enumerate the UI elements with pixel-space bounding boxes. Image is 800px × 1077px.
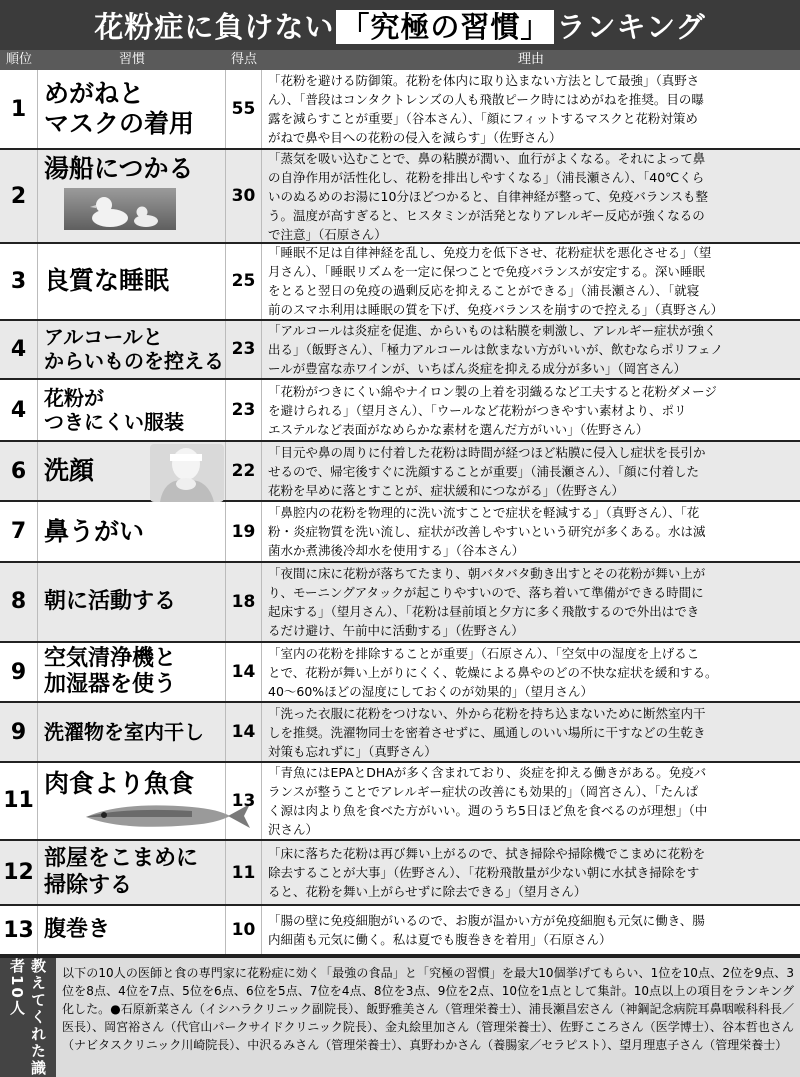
reason-line: 菌水か煮沸後冷却水を使用する」（谷本さん） [268, 543, 525, 559]
habit-line: つきにくい服装 [44, 410, 184, 435]
habit-cell [38, 906, 226, 954]
reason-line: の自浄作用が活性化し、花粉を排出しやすくなる」（浦長瀬さん）、「40℃くら [268, 169, 705, 185]
habit-cell [38, 643, 226, 701]
score-cell: 30 [226, 150, 262, 242]
rank-cell: 1 [0, 70, 38, 148]
reason-cell [262, 563, 800, 641]
bath-ducks-image [64, 188, 176, 230]
table-header [0, 50, 800, 70]
footer-text: 以下の10人の医師と食の専門家に花粉症に効く「最強の食品」と「究極の習慣」を最大10個挙げてもらい、1位を10点、2位を9点、3位を8点、4位を7点、5位を6点、6位を5点、7位を4点、8位を3点、9位を2点、10位を1点として集計。10点以上の項目をランキング化した。●石原新菜さん（イシハラクリニック副院長）、飯野雅美さん（管理栄養士）、浦長瀬昌宏さん（神鋼記念病院耳鼻咽喉科科長／医長）、岡宮裕さん（代官山パークサイドクリニック院長）、金丸絵里加さん（管理栄養士）、佐野こころさん（医学博士）、谷本哲也さん（ナビタスクリニック川崎院長）、中沢るみさん（管理栄養士）、真野わかさん（養腸家／セラピスト）、望月理恵子さん（管理栄養士） [62, 966, 794, 1052]
rank-cell: 11 [0, 763, 38, 839]
score-cell: 14 [226, 703, 262, 760]
rank-cell: 4 [0, 321, 38, 378]
table-row [0, 321, 800, 380]
reason-line: 「花粉がつきにくい綿やナイロン製の上着を羽織るなど工夫すると花粉ダメージ [268, 383, 717, 399]
reason-cell [262, 70, 800, 148]
reason-line: 「床に落ちた花粉は再び舞い上がるので、拭き掃除や掃除機でこまめに花粉を [268, 846, 706, 862]
footer-side-text: 教えてくれた識者10人 [8, 958, 47, 1077]
habit-line: 腹巻き [44, 916, 111, 942]
table-row [0, 380, 800, 442]
rank-cell: 13 [0, 906, 38, 954]
reason-line: 「鼻腔内の花粉を物理的に洗い流すことで症状を軽減する」（真野さん）、「花 [268, 505, 700, 521]
footer-note [0, 956, 800, 1077]
reason-cell [262, 906, 800, 954]
habit-cell [38, 703, 226, 760]
reason-cell [262, 244, 800, 319]
habit-line: 部屋をこまめに [44, 846, 199, 872]
habit-line: 鼻うがい [44, 516, 145, 546]
reason-cell [262, 380, 800, 440]
ranking-table [0, 70, 800, 956]
reason-line: 内細菌も元気に働く。私は夏でも腹巻きを着用」（石原さん） [268, 932, 612, 948]
reason-line: 「腸の壁に免疫細胞がいるので、お腹が温かい方が免疫細胞も元気に働き、腸 [268, 913, 705, 929]
reason-line: せるので、帰宅後すぐに洗顔することが重要」（浦長瀬さん）、「顔に付着した [268, 463, 700, 479]
habit-line: 加湿器を使う [44, 672, 177, 698]
score-cell: 18 [226, 563, 262, 641]
table-row [0, 563, 800, 643]
header-rank: 順位 [5, 52, 32, 67]
reason-line: ールが豊富な赤ワインが、いちばん炎症を抑える成分が多い」（岡宮さん） [268, 360, 687, 376]
reason-line: 「青魚にはEPAとDHAが多く含まれており、炎症を抑える働きがある。免疫バ [268, 764, 707, 780]
reason-cell [262, 150, 800, 242]
table-row [0, 703, 800, 762]
rank-cell: 6 [0, 442, 38, 500]
score-cell: 14 [226, 643, 262, 701]
table-row [0, 70, 800, 150]
table-row [0, 150, 800, 244]
table-row [0, 906, 800, 956]
score-cell: 22 [226, 442, 262, 500]
score-cell: 25 [226, 244, 262, 319]
reason-line: 「花粉を避ける防御策。花粉を体内に取り込まない方法として最強」（真野さ [268, 73, 700, 89]
habit-cell [38, 841, 226, 904]
habit-line: からいものを控える [44, 349, 224, 374]
habit-line: 洗濯物を室内干し [44, 720, 204, 745]
reason-line: 月さん）、「睡眠リズムを一定に保つことで免疫バランスが安定する。深い睡眠 [268, 264, 705, 280]
habit-line: 洗顔 [44, 456, 95, 486]
reason-cell [262, 841, 800, 904]
reason-line: るだけ避け、午前中に活動する」（佐野さん） [268, 622, 524, 638]
table-row [0, 442, 800, 502]
habit-cell [38, 321, 226, 378]
habit-line: 肉食より魚食 [44, 768, 195, 798]
score-cell: 11 [226, 841, 262, 904]
rank-cell: 9 [0, 643, 38, 701]
habit-line: 空気清浄機と [44, 645, 177, 671]
habit-line: 湯船につかる [44, 154, 194, 184]
rank-cell: 12 [0, 841, 38, 904]
reason-line: いのぬるめのお湯に10分ほどつかると、自律神経が整って、免疫バランスも整 [268, 188, 709, 204]
habit-line: 朝に活動する [44, 588, 177, 614]
title-highlight: 「究極の習慣」 [336, 10, 554, 44]
habit-cell [38, 70, 226, 148]
table-row [0, 763, 800, 841]
score-cell: 23 [226, 321, 262, 378]
page-title [94, 5, 705, 46]
rank-cell: 8 [0, 563, 38, 641]
reason-line: う。温度が高すぎると、ヒスタミンが活発となりアレルギー反応が強くなるの [268, 207, 705, 223]
reason-line: ると、花粉を舞い上がらせずに除去できる」（望月さん） [268, 884, 587, 900]
header-habit: 習慣 [118, 52, 145, 67]
reason-line: 「夜間に床に花粉が落ちてたまり、朝バタバタ動き出すとその花粉が舞い上が [268, 565, 706, 581]
score-cell: 23 [226, 380, 262, 440]
reason-line: く源は肉より魚を食べた方がいい。週のうち5日ほど魚を食べるのが理想」（中 [268, 802, 708, 818]
reason-line: 「アルコールは炎症を促進、からいものは粘膜を刺激し、アレルギー症状が強く [268, 322, 717, 338]
rank-cell: 2 [0, 150, 38, 242]
reason-line: 露を減らすことが重要」（谷本さん）、「顔にフィットするマスクと花粉対策め [268, 111, 698, 127]
habit-line: めがねと [44, 79, 145, 109]
title-bar [0, 0, 800, 50]
reason-line: 花粉を早めに落とすことが、症状緩和につながる」（佐野さん） [268, 482, 625, 498]
reason-line: 40～60%ほどの湿度にしておくのが効果的」（望月さん） [268, 683, 593, 699]
reason-line: 「室内の花粉を排除することが重要」（石原さん）、「空気中の湿度を上げるこ [268, 645, 700, 661]
header-score: 得点 [230, 52, 257, 67]
reason-line: ん）、「普段はコンタクトレンズの人も飛散ピーク時にはめがねを推奨。目の曝 [268, 92, 704, 108]
rank-cell: 3 [0, 244, 38, 319]
score-cell: 13 [226, 763, 262, 839]
reason-line: 起床する」（望月さん）、「花粉は昼前頃と夕方に多く飛散するので外出はでき [268, 603, 700, 619]
score-cell: 10 [226, 906, 262, 954]
rank-cell: 7 [0, 502, 38, 560]
habit-cell [38, 244, 226, 319]
title-pre: 花粉症に負けない [94, 9, 335, 44]
reason-line: り、モーニングアタックが起こりやすいので、落ち着いて準備ができる時間に [268, 584, 704, 600]
table-row [0, 841, 800, 906]
reason-cell [262, 643, 800, 701]
habit-cell [38, 563, 226, 641]
reason-line: 「睡眠不足は自律神経を乱し、免疫力を低下させ、花粉症状を悪化させる」（望 [268, 245, 712, 261]
table-row [0, 244, 800, 321]
reason-cell [262, 442, 800, 500]
habit-line: マスクの着用 [44, 109, 195, 139]
rank-cell: 4 [0, 380, 38, 440]
title-post: ランキング [556, 9, 706, 44]
reason-line: をとると翌日の免疫の過剰反応を抑えることができる」（浦長瀬さん）、「就寝 [268, 283, 700, 299]
reason-line: 出る」（飯野さん）、「極力アルコールは飲まない方がいいが、飲むならポリフェノ [268, 341, 724, 357]
reason-line: ランスが整うことでアレルギー症状の改善にも効果的」（岡宮さん）、「たんぱ [268, 783, 699, 799]
table-row [0, 643, 800, 703]
reason-line: 粉・炎症物質を洗い流し、症状が改善しやすいという研究が多くある。水は滅 [268, 524, 706, 540]
habit-line: 掃除する [44, 872, 133, 898]
footer-side-label [0, 958, 56, 1077]
reason-line: 「目元や鼻の周りに付着した花粉は時間が経つほど粘膜に侵入し症状を長引か [268, 444, 706, 460]
reason-line: 対策も忘れずに」（真野さん） [268, 743, 437, 759]
reason-line: で注意」（石原さん） [268, 226, 387, 242]
rank-cell: 9 [0, 703, 38, 760]
score-cell: 19 [226, 502, 262, 560]
reason-line: 除去することが大事」（佐野さん）、「花粉飛散量が少ない朝に水拭き掃除をす [268, 865, 700, 881]
reason-cell [262, 763, 800, 839]
habit-cell [38, 380, 226, 440]
reason-line: がねで鼻や目への花粉の侵入を減らす」（佐野さん） [268, 130, 562, 146]
habit-line: 花粉が [44, 386, 104, 411]
reason-line: とで、花粉が舞い上がりにくく、乾燥による鼻やのどの不快な症状を緩和する。 [268, 664, 718, 680]
reason-line: 「蒸気を吸い込むことで、鼻の粘膜が潤い、血行がよくなる。それによって鼻 [268, 150, 706, 166]
header-reason: 理由 [517, 52, 544, 67]
reason-cell [262, 703, 800, 760]
score-cell: 55 [226, 70, 262, 148]
table-row [0, 502, 800, 562]
reason-cell [262, 321, 800, 378]
reason-line: しを推奨。洗濯物同士を密着させずに、風通しのいい場所に干すなどの生乾き [268, 724, 706, 740]
reason-line: 沢さん） [268, 821, 319, 837]
reason-line: を避けられる」（望月さん）、「ウールなど花粉がつきやすい素材より、ポリ [268, 402, 687, 418]
habit-cell [38, 502, 226, 560]
reason-line: 「洗った衣服に花粉をつけない、外から花粉を持ち込まないために断然室内干 [268, 705, 706, 721]
reason-line: エステルなど表面がなめらかな素材を選んだ方がいい」（佐野さん） [268, 421, 649, 437]
habit-line: 良質な睡眠 [44, 266, 170, 296]
face-washing-image [150, 444, 224, 502]
habit-line: アルコールと [44, 325, 163, 350]
reason-line: 前のスマホ利用は睡眠の質を下げ、免疫バランスを崩すので控える」（真野さん） [268, 302, 724, 318]
reason-cell [262, 502, 800, 560]
